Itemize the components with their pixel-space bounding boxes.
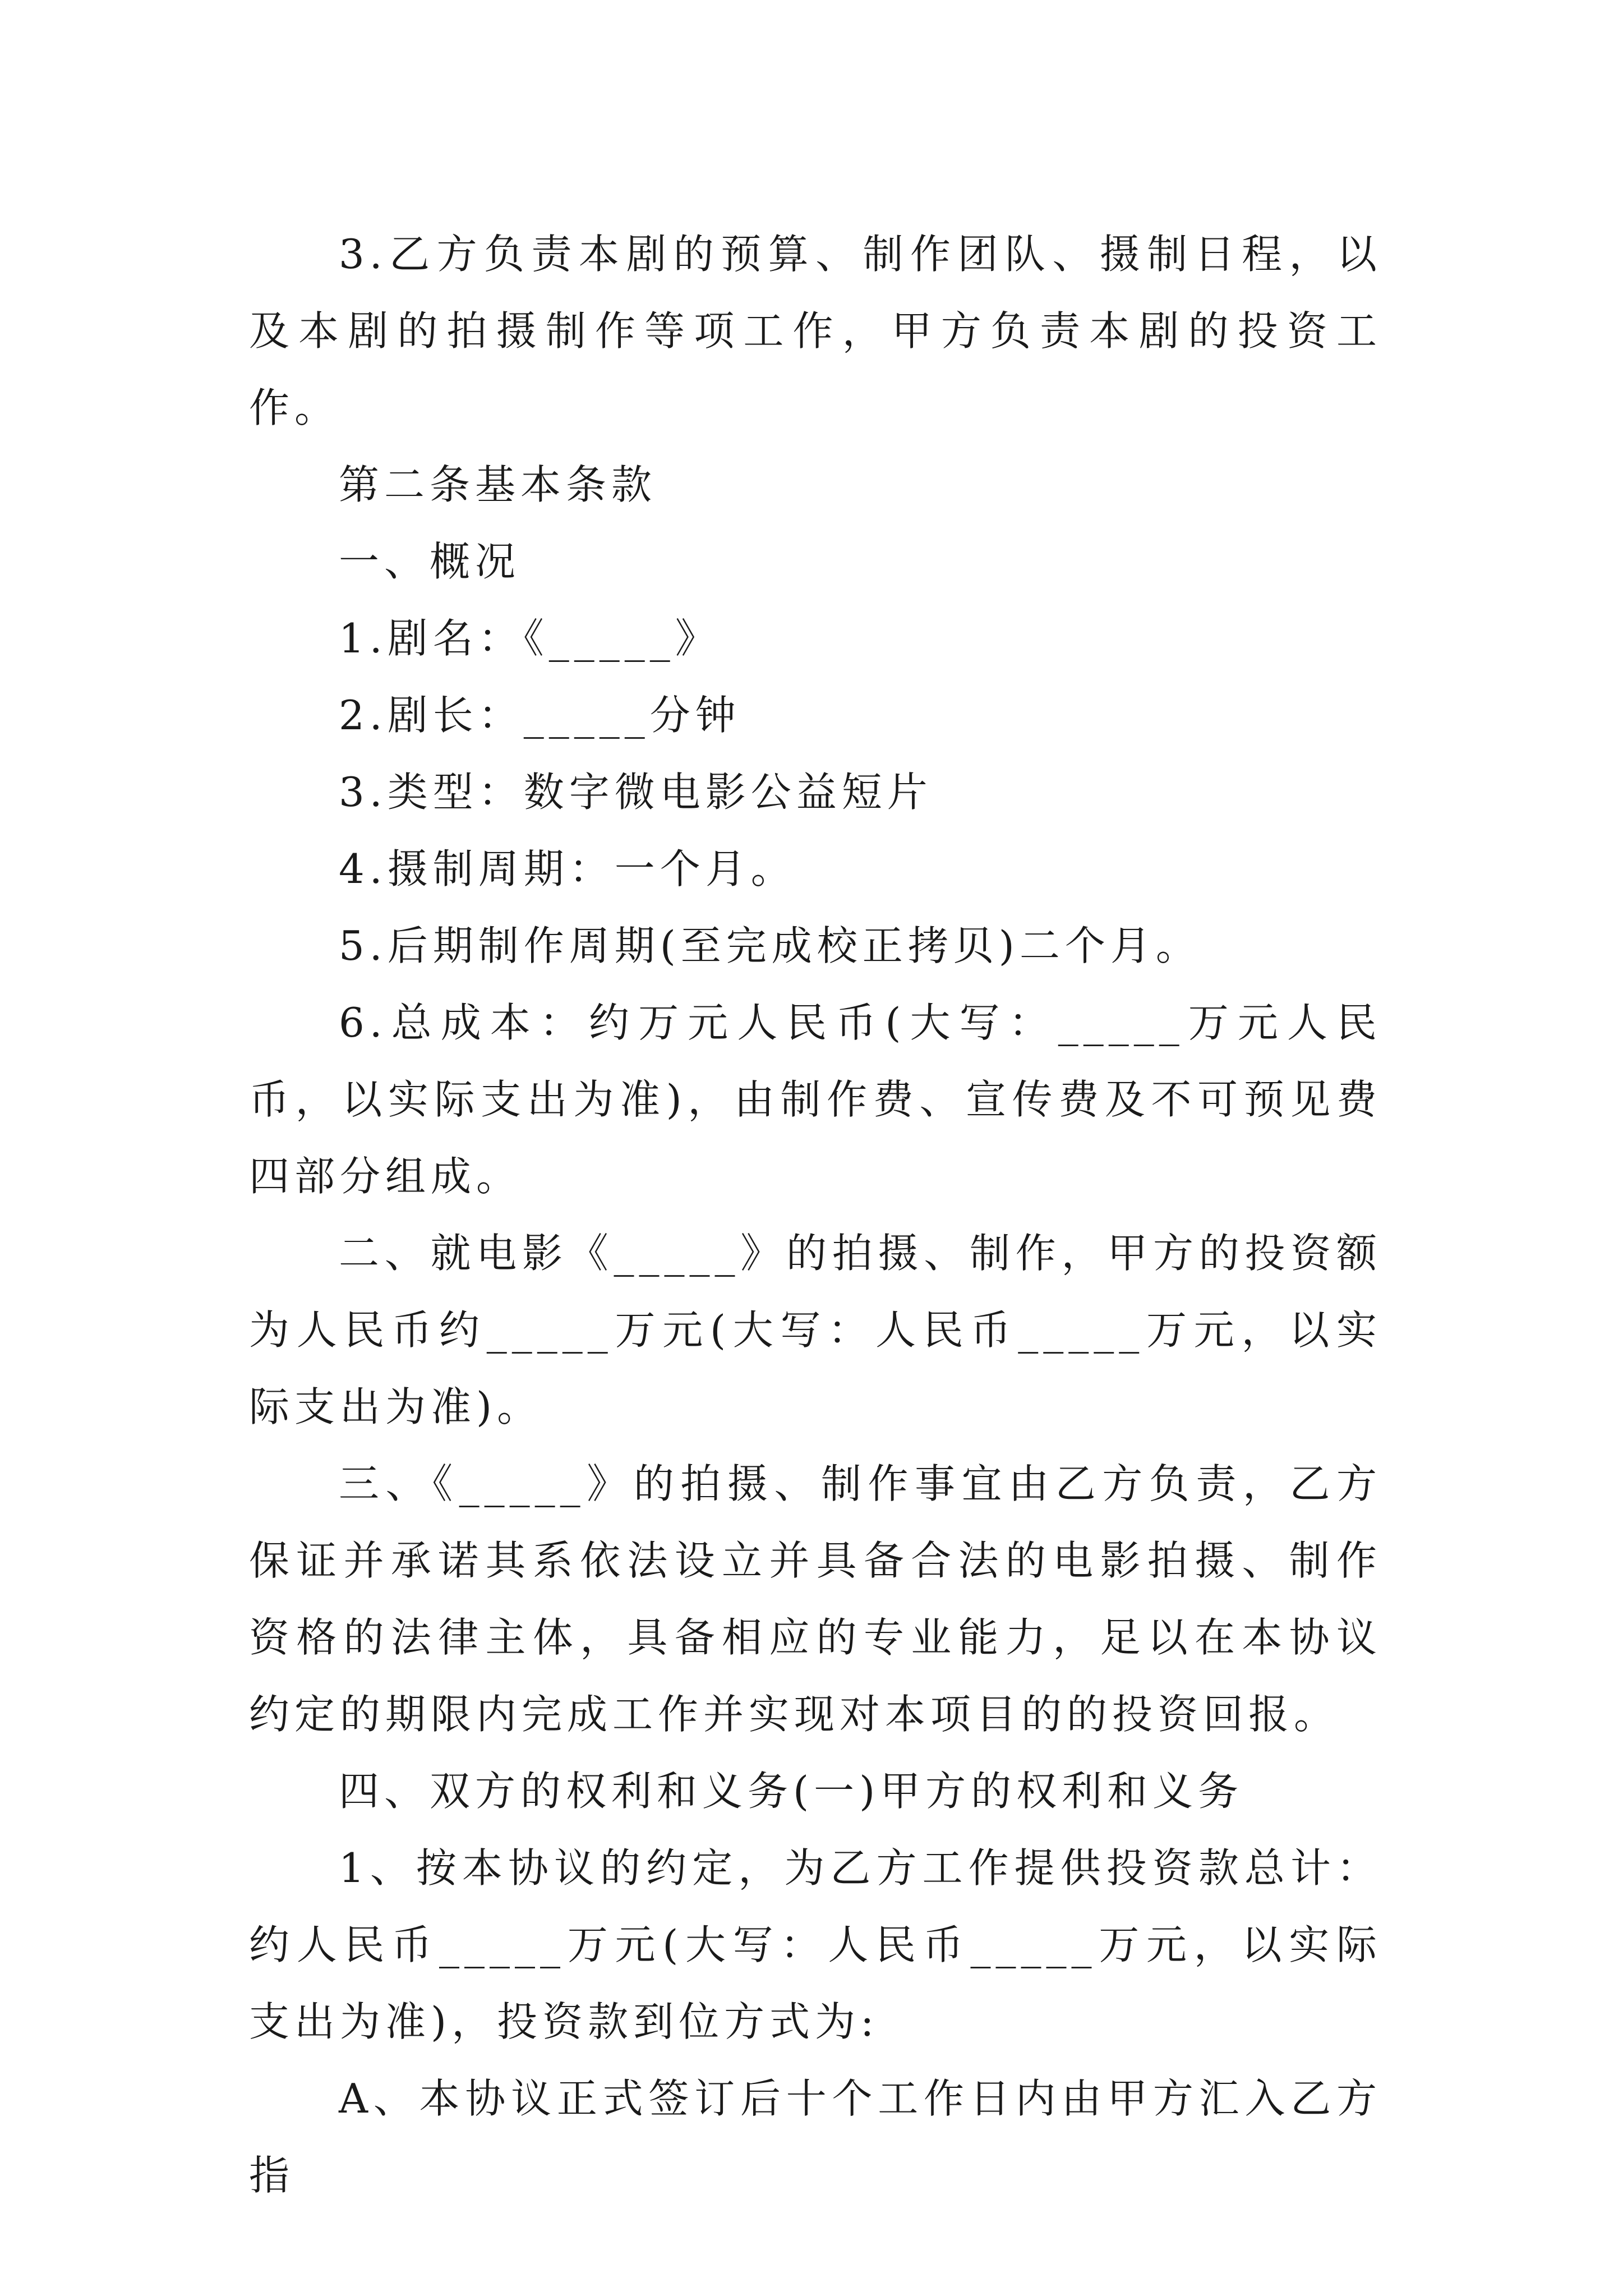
document-body xyxy=(249,216,1382,2214)
item-title: 1.剧名：《_____》 xyxy=(339,615,721,662)
section-investment-amount: 二、就电影《_____》的拍摄、制作，甲方的投资额为人民币约_____万元(大写：人民币_____万元，以实际支出为准)。 xyxy=(249,1230,1382,1430)
item-type: 3.类型：数字微电影公益短片 xyxy=(339,769,933,816)
item-total-cost: 6.总成本：约万元人民币(大写：_____万元人民币，以实际支出为准)，由制作费、宣传费及不可预见费四部分组成。 xyxy=(249,999,1382,1200)
item-investment-payment: 1、按本协议的约定，为乙方工作提供投资款总计：约人民币_____万元(大写：人民币_____万元，以实际支出为准)，投资款到位方式为: xyxy=(249,1844,1382,2045)
item-payment-a: A、本协议正式签订后十个工作日内由甲方汇入乙方指 xyxy=(249,2075,1382,2199)
heading-overview: 一、概况 xyxy=(339,538,521,585)
paragraph-3-responsibilities: 3.乙方负责本剧的预算、制作团队、摄制日程，以及本剧的拍摄制作等项工作，甲方负责本剧的投资工作。 xyxy=(249,231,1382,431)
heading-article-2: 第二条基本条款 xyxy=(339,461,657,508)
item-length: 2.剧长：_____分钟 xyxy=(339,692,741,739)
section-production-responsibility: 三、《_____》的拍摄、制作事宜由乙方负责，乙方保证并承诺其系依法设立并具备合法的电影拍摄、制作资格的法律主体，具备相应的专业能力，足以在本协议约定的期限内完成工作并实现对本项目的的投资回报。 xyxy=(249,1460,1382,1738)
item-shooting-period: 4.摄制周期：一个月。 xyxy=(339,845,796,892)
item-post-production-period: 5.后期制作周期(至完成校正拷贝)二个月。 xyxy=(339,922,1201,969)
section-rights-obligations: 四、双方的权利和义务(一)甲方的权利和义务 xyxy=(339,1768,1244,1815)
